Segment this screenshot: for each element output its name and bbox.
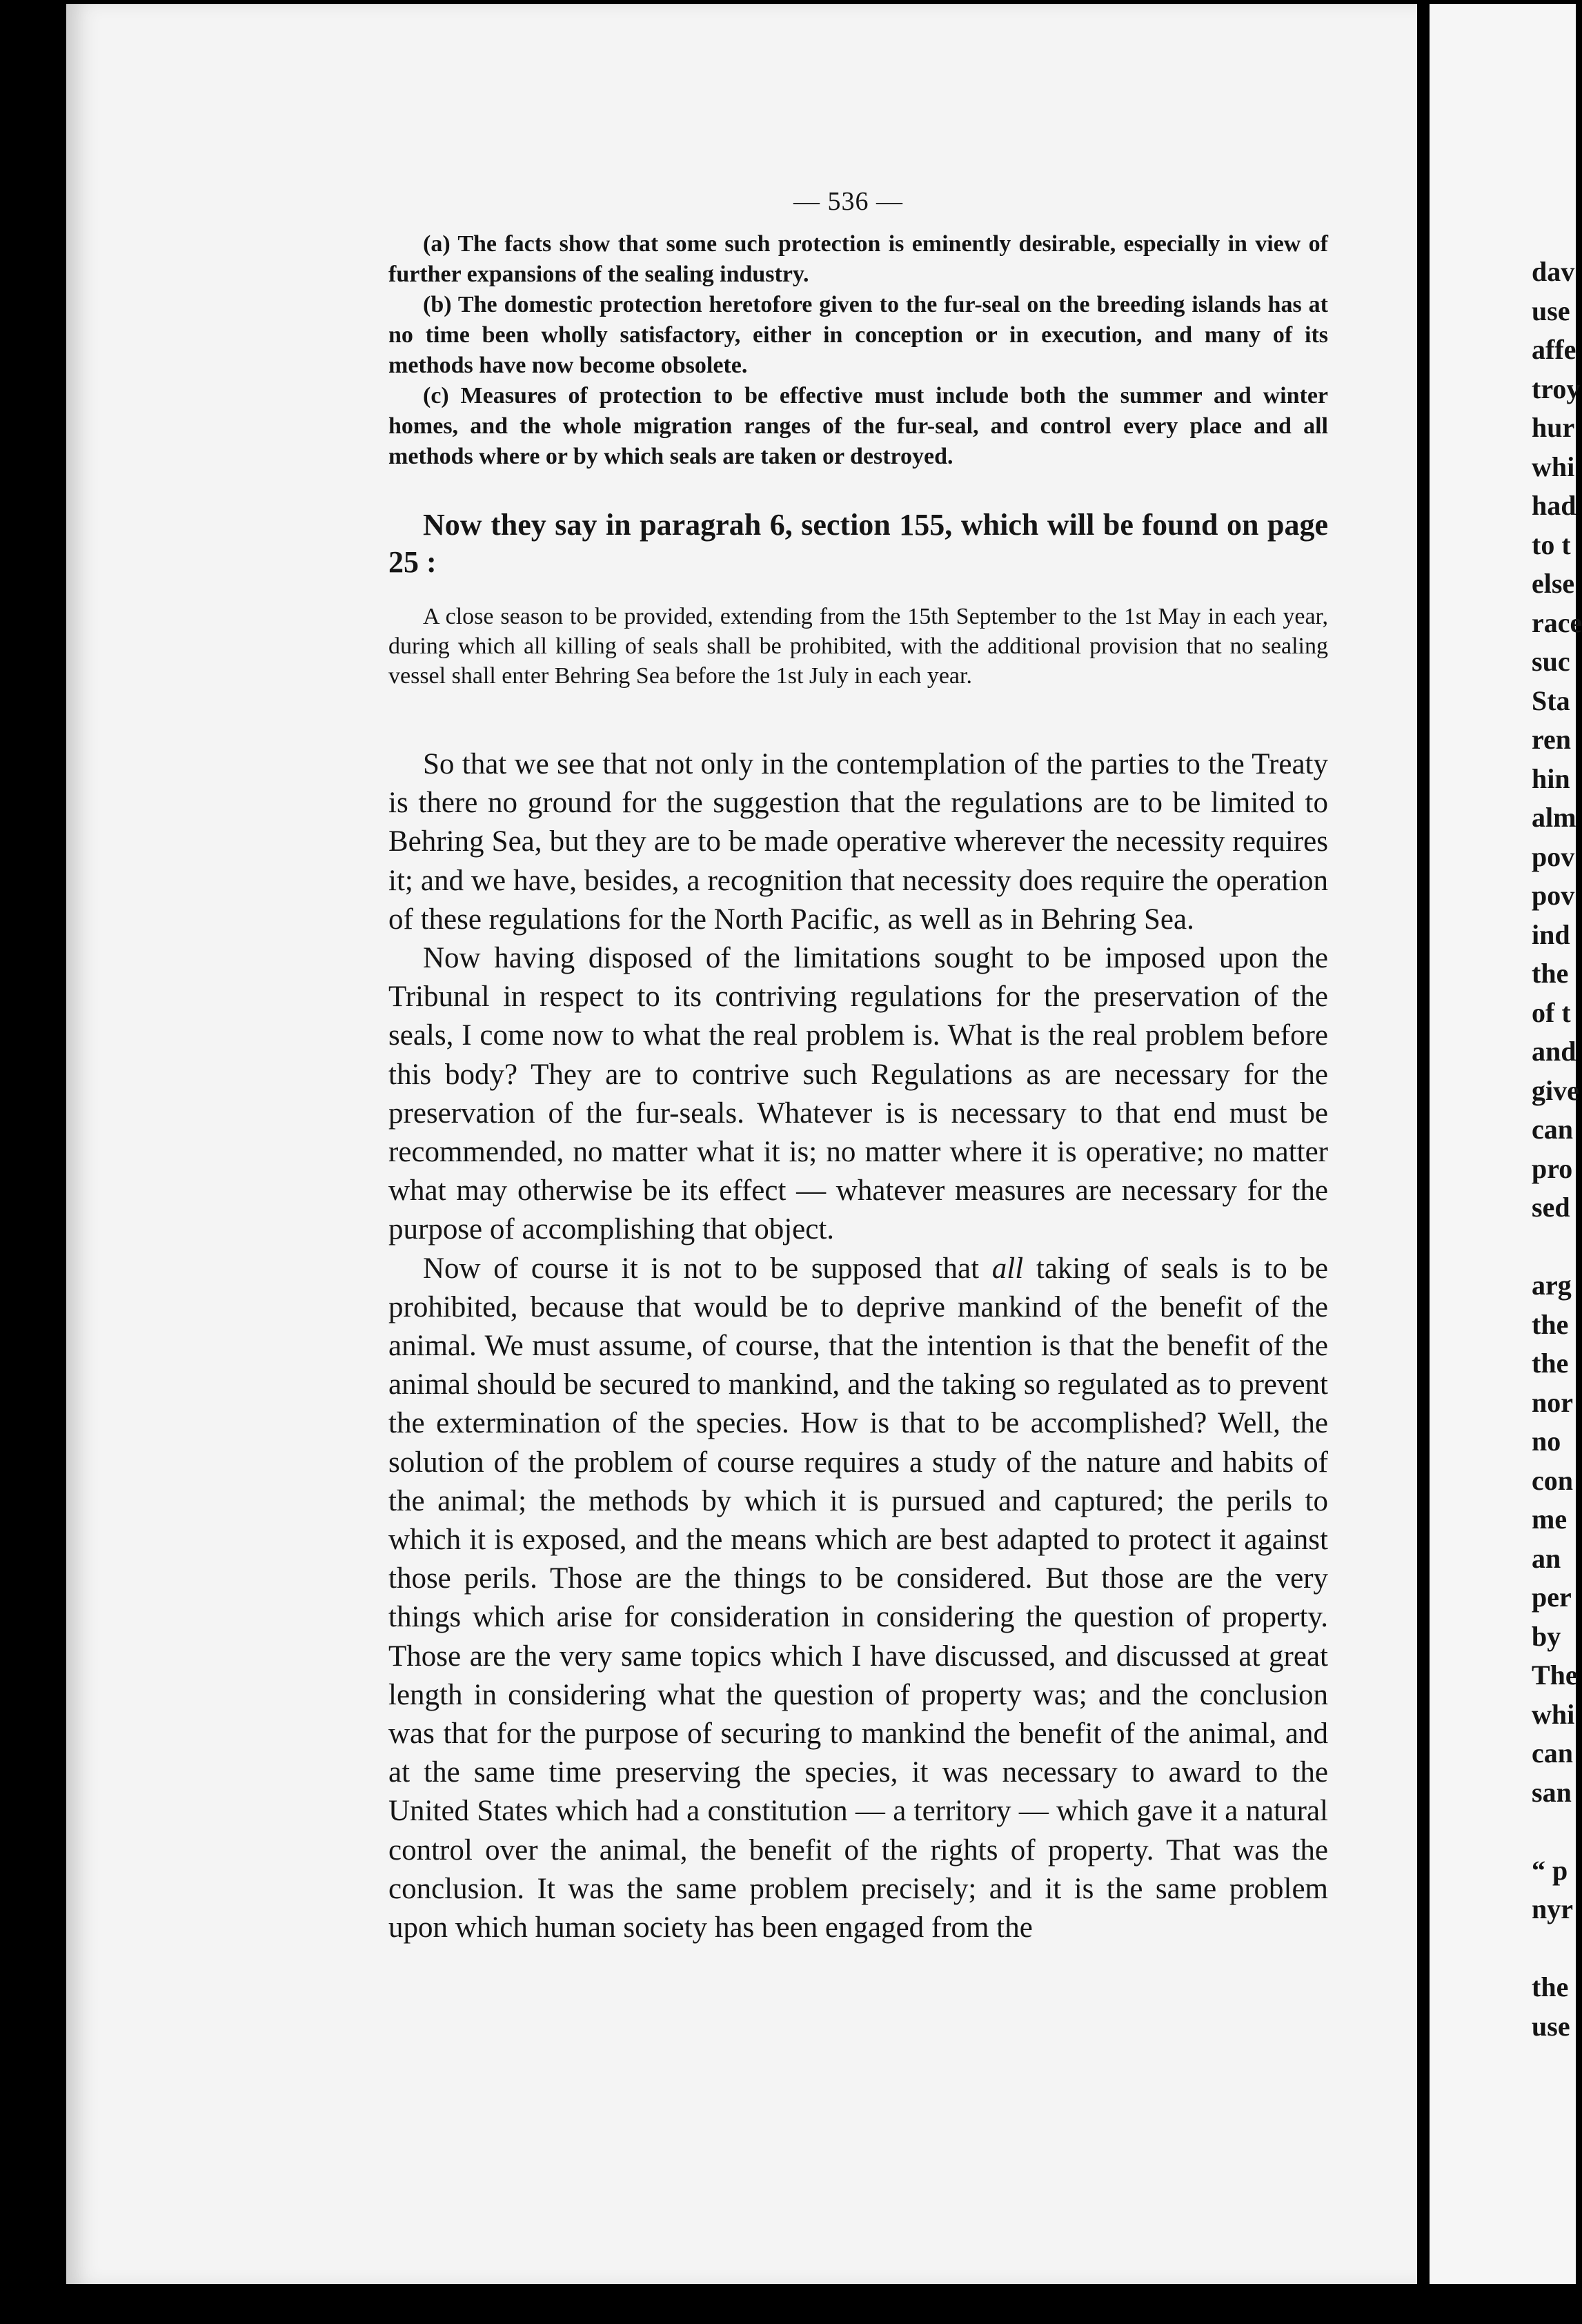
facing-page-fragment: the — [1532, 958, 1569, 989]
point-b: (b) The domestic protection heretofore given to the fur-seal on the breeding islands has at no time been wholly satisfactory, either in conception or in execution, and many of its methods have now become obsolete. — [388, 292, 1328, 378]
facing-page-fragment: race — [1532, 607, 1582, 638]
facing-page-fragment: the — [1532, 1971, 1569, 2002]
point-c: (c) Measures of protection to be effective must include both the summer and winter homes, and the whole migration ranges of the fur-seal, and control every place and all methods where or by which seals are taken or destroyed. — [388, 383, 1328, 469]
facing-page-fragment: Sta — [1532, 685, 1570, 716]
page-number: — 536 — — [793, 187, 903, 216]
facing-page-fragment: suc — [1532, 646, 1570, 677]
facing-page-fragment: me — [1532, 1504, 1568, 1535]
facing-page-fragment: san — [1532, 1776, 1572, 1808]
intro-line-block — [388, 506, 1328, 581]
intro-line: Now they say in paragrah 6, section 155, which will be found on page 25 : — [388, 508, 1328, 579]
facing-page-fragment: “ p — [1532, 1854, 1568, 1886]
facing-page-fragment: use — [1532, 2010, 1570, 2042]
quotation: A close season to be provided, extending from the 15th September to the 1st May in each year, during which all killing of seals shall be prohibited, with the additional provision that no sealing vessel shall enter Behring Sea before the 1st July in each year. — [388, 604, 1328, 689]
facing-page-fragment: pro — [1532, 1152, 1573, 1184]
paragraph-3-rest: taking of seals is to be prohibited, because that would be to deprive mankind of the benefit of the animal. We must assume, of course, that the intention is that the benefit of the animal should be secured to mankind, and the taking so regulated as to prevent the extermination of the species. How is that to be accomplished? Well, the solution of the problem of course requires a study of the nature and habits of the animal; the methods by which it is pursued and captured; the perils to which it is exposed, and the means which are best adapted to protect it against those perils. Those are the things to be considered. But those are the very things which arise for consideration in considering the question of property. Those are the very same topics which I have discussed, and discussed at great length in considering what the question of property was; and the conclusion was that for the purpose of securing to mankind the benefit of the animal, and at the same time preserving the species, it was necessary to award to the United States which had a constitution — a territory — which gave it a natural control over the animal, the benefit of the rights of property. That was the conclusion. It was the same problem precisely; and it is the same problem upon which human society has been engaged from the — [388, 1252, 1328, 1944]
facing-page-fragment: dav — [1532, 256, 1575, 287]
facing-page-fragment: else — [1532, 568, 1575, 599]
facing-page-fragment: can — [1532, 1114, 1573, 1145]
facing-page-fragment: con — [1532, 1464, 1573, 1496]
facing-page-fragment: give — [1532, 1074, 1579, 1106]
numbered-points — [388, 229, 1328, 472]
facing-page-fragment: sed — [1532, 1192, 1570, 1223]
facing-page-fragment: The — [1532, 1660, 1578, 1691]
facing-page-fragment: an — [1532, 1542, 1561, 1574]
paragraph-3 — [388, 1250, 1328, 1948]
facing-page-fragment: nor — [1532, 1386, 1573, 1418]
italic-all: all — [991, 1252, 1024, 1285]
paragraph-1: So that we see that not only in the contemplation of the parties to the Treaty is there no ground for the suggestion that the regulations are to be limited to Behring Sea, but they are to be made operative wherever the necessity requires it; and we have, besides, a recognition that necessity does require the operation of these regulations for the North Pacific, as well as in Behring Sea. — [388, 748, 1328, 936]
facing-page-fragment: troy — [1532, 373, 1581, 404]
point-a: (a) The facts show that some such protection is eminently desirable, especially in view of further expansions of the sealing industry. — [388, 231, 1328, 287]
facing-page-fragment: the — [1532, 1348, 1569, 1379]
facing-page-fragment: pov — [1532, 840, 1575, 872]
facing-page-fragment: ren — [1532, 724, 1572, 755]
facing-page-fragment: arg — [1532, 1270, 1572, 1301]
paragraph-2: Now having disposed of the limitations sought to be imposed upon the Tribunal in respect to its contriving regulations for the preservation of the seals, I come now to what the real problem is. What is the real problem before this body? They are to contrive such Regulations as are necessary for the preservation of the fur-seals. Whatever is is necessary to that end must be recommended, no matter what it is; no matter where it is operative; no matter what may otherwise be its effect — whatever measures are necessary for the purpose of accomplishing that object. — [388, 942, 1328, 1246]
facing-page-fragment: alm — [1532, 802, 1576, 833]
facing-page-fragment: whi — [1532, 451, 1575, 482]
facing-page-fragment: per — [1532, 1582, 1572, 1613]
paragraph-3-start: Now of course it is not to be supposed that — [423, 1252, 992, 1285]
facing-page-fragment: and — [1532, 1036, 1576, 1067]
facing-page-fragment: no — [1532, 1426, 1561, 1457]
facing-page-fragment: hin — [1532, 762, 1570, 794]
body-text — [388, 745, 1328, 1947]
facing-page-fragment: by — [1532, 1620, 1561, 1652]
facing-page-fragment: hur — [1532, 412, 1575, 443]
facing-page-fragment: can — [1532, 1737, 1573, 1769]
facing-page-fragment: of t — [1532, 996, 1571, 1028]
facing-page — [1430, 4, 1582, 2284]
facing-page-fragment: to t — [1532, 529, 1571, 560]
facing-page-fragment: ind — [1532, 918, 1570, 950]
facing-page-fragment: the — [1532, 1308, 1569, 1340]
facing-page-fragment: nyr — [1532, 1893, 1573, 1924]
facing-page-fragment: whi — [1532, 1698, 1575, 1730]
facing-page-fragment: affe — [1532, 334, 1576, 365]
facing-page-fragment: pov — [1532, 880, 1575, 911]
quotation-block — [388, 602, 1328, 691]
facing-page-fragment: had — [1532, 490, 1576, 521]
facing-page-fragment: use — [1532, 295, 1570, 326]
